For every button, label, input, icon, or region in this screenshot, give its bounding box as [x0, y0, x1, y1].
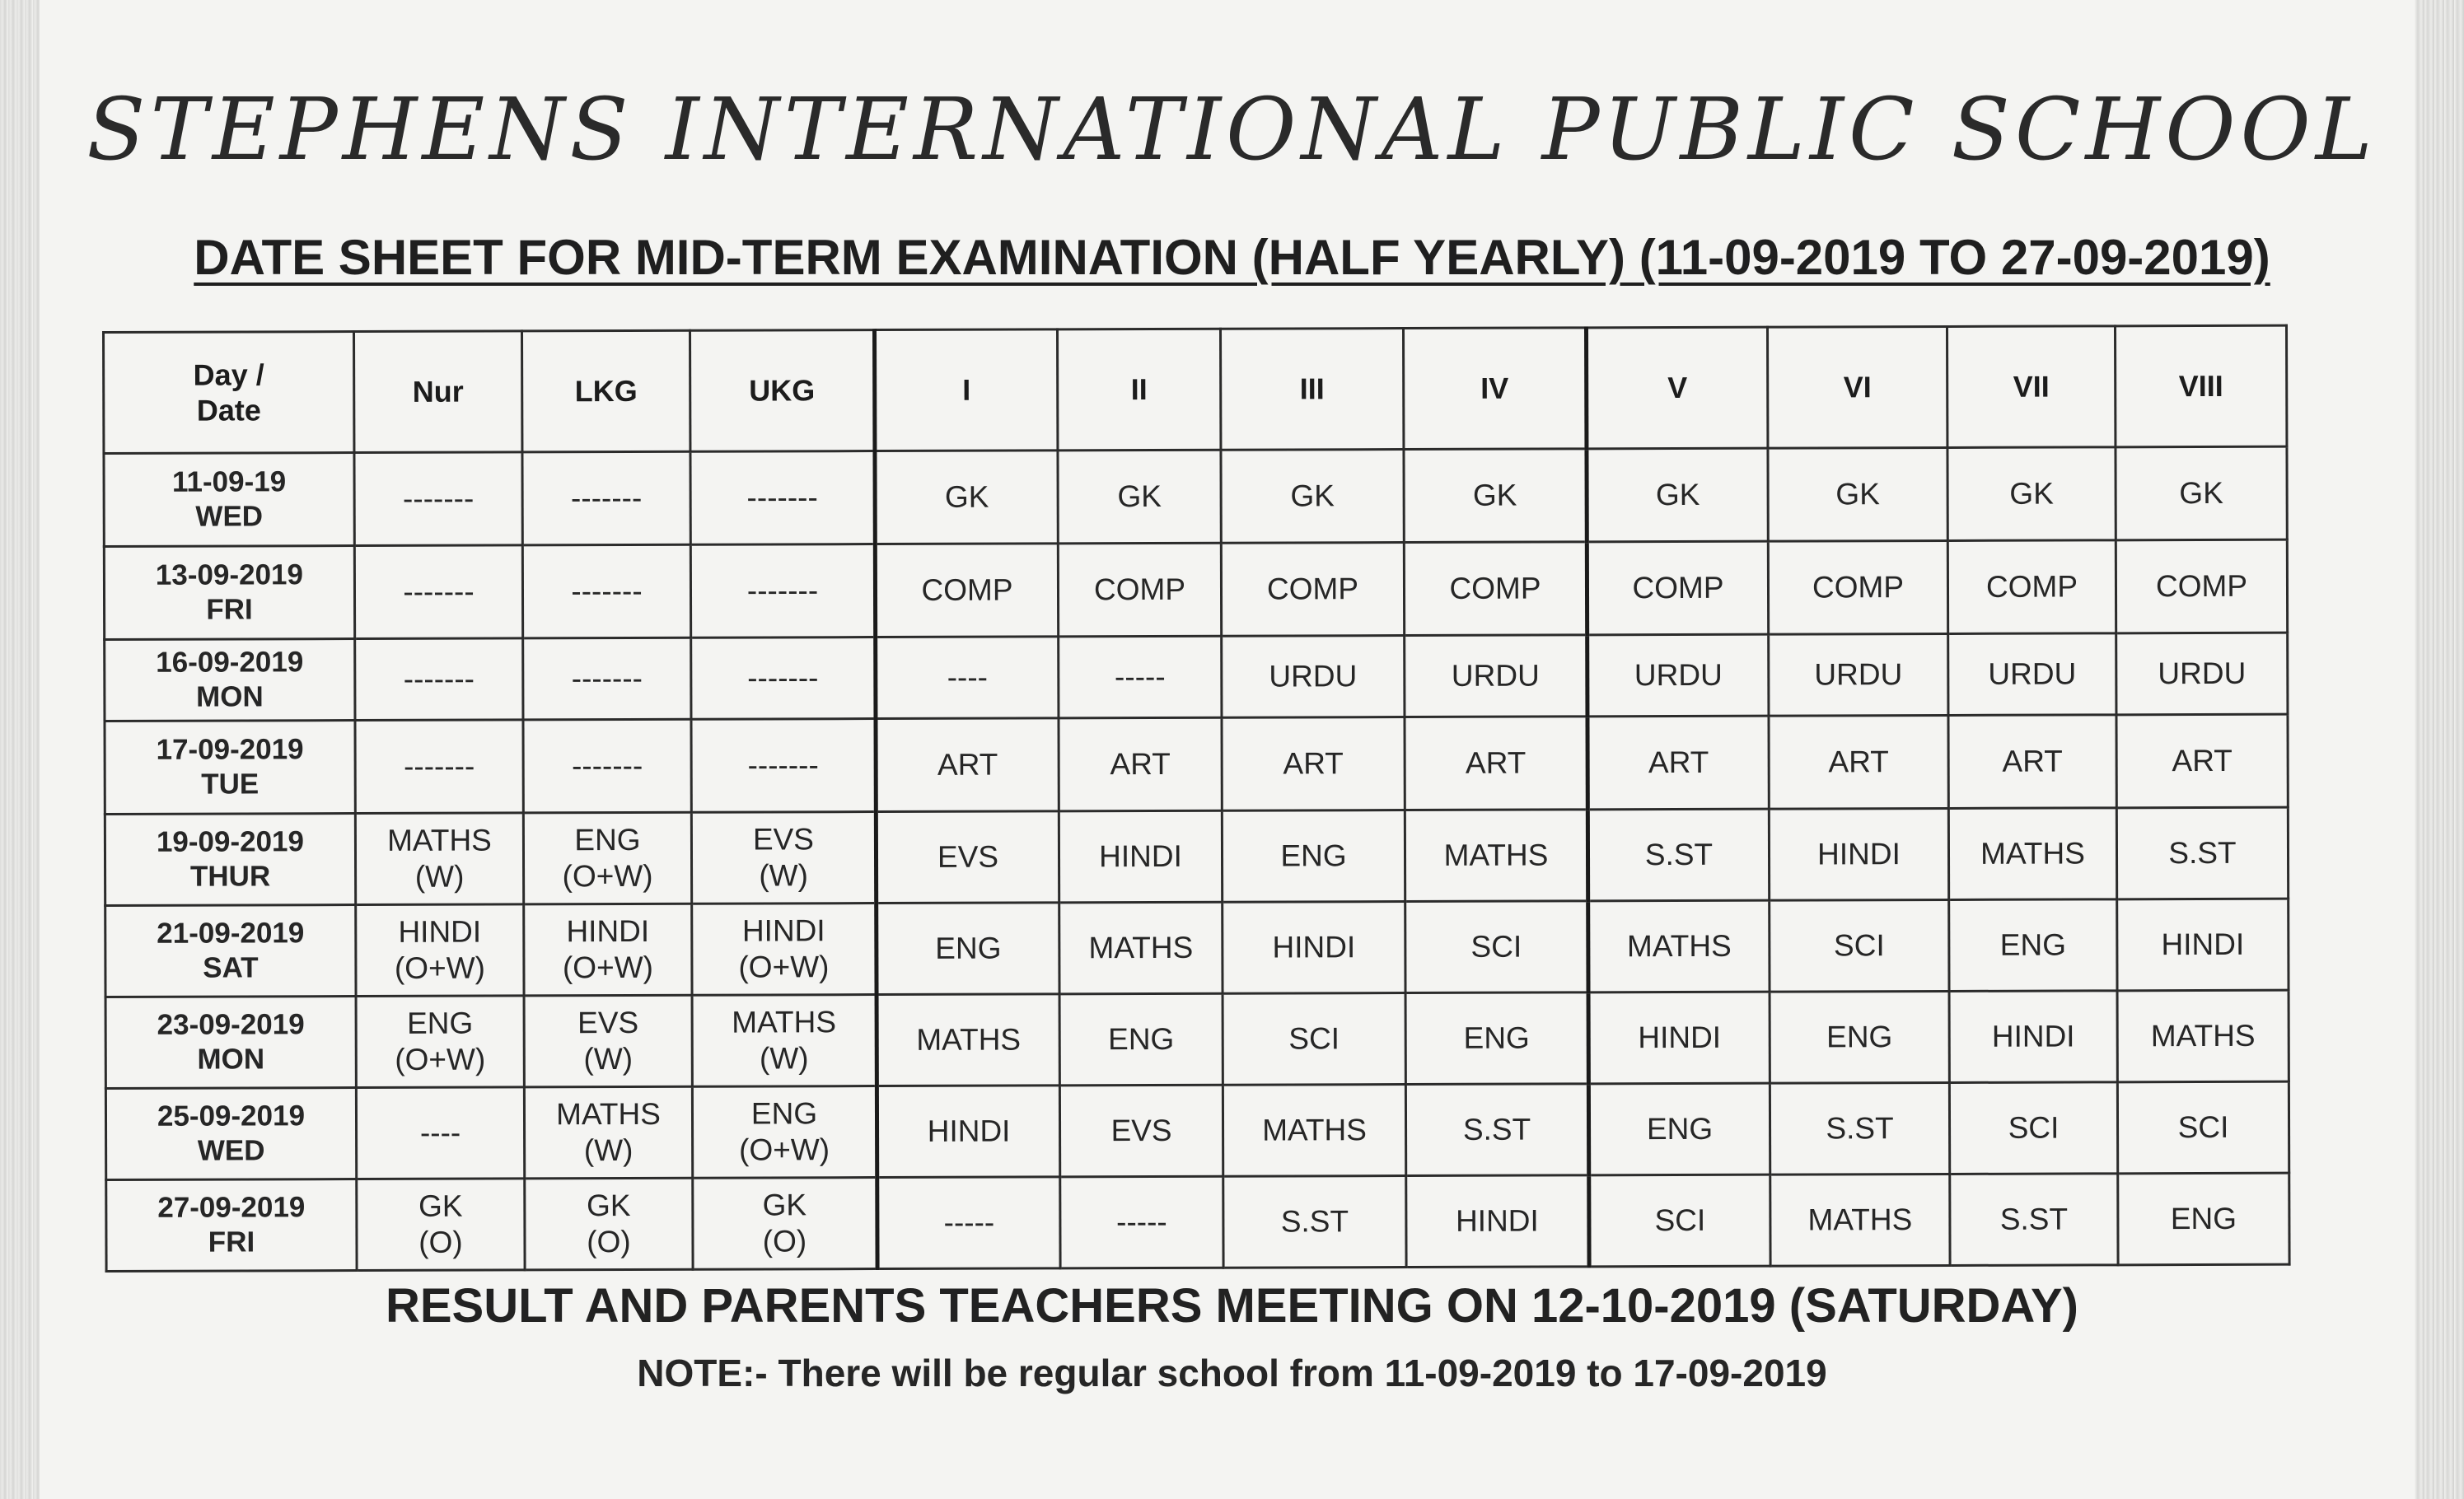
subject-cell: [1058, 450, 1221, 544]
subject-name: GK: [762, 1187, 807, 1222]
subject-name: MATHS: [1807, 1202, 1913, 1237]
exam-mode: (O+W): [739, 1132, 830, 1167]
subject-name: ----: [419, 1115, 461, 1150]
subject-cell: [2118, 1173, 2289, 1265]
subject-name: HINDI: [566, 913, 650, 948]
subject-cell: [1058, 543, 1221, 637]
column-header-class: LKG: [522, 330, 690, 452]
subject-cell: [693, 1178, 877, 1270]
subject-cell: [876, 637, 1059, 719]
column-header-class: VII: [1947, 326, 2115, 448]
subject-name: GK: [587, 1188, 631, 1222]
subject-cell: [355, 813, 523, 905]
subject-name: -------: [402, 481, 475, 516]
subject-name: ART: [1648, 745, 1709, 779]
subject-name: ART: [1283, 746, 1344, 781]
subject-cell: [355, 720, 523, 814]
subject-name: HINDI: [1638, 1020, 1722, 1054]
subject-cell: [1770, 1174, 1950, 1266]
subject-cell: [1405, 901, 1588, 993]
exam-day: MON: [197, 1043, 265, 1076]
column-header-class: VIII: [2115, 325, 2286, 447]
exam-mode: (O+W): [562, 858, 653, 894]
subject-cell: [356, 996, 524, 1088]
subject-cell: [356, 904, 524, 997]
subject-cell: [1948, 808, 2116, 900]
subject-cell: [1768, 447, 1947, 541]
subject-cell: [1404, 542, 1587, 636]
table-row: [105, 1081, 2289, 1179]
exam-day: WED: [195, 500, 264, 533]
subject-name: HINDI: [1272, 930, 1356, 964]
subject-name: URDU: [1988, 656, 2077, 691]
subject-cell: [1223, 902, 1405, 994]
subject-name: MATHS: [916, 1022, 1022, 1057]
subject-name: COMP: [1985, 569, 2078, 604]
subject-cell: [524, 904, 692, 996]
exam-title: [0, 229, 2464, 286]
subject-name: -------: [403, 661, 475, 696]
subject-cell: [1059, 1085, 1223, 1177]
subject-name: S.ST: [1462, 1112, 1531, 1146]
table-row: [106, 1173, 2289, 1271]
subject-name: GK: [1117, 479, 1162, 513]
subject-cell: [1769, 715, 1948, 809]
subject-name: MATHS: [1443, 838, 1549, 872]
subject-name: -------: [747, 661, 819, 695]
subject-cell: [1221, 450, 1404, 544]
exam-mode: (O+W): [562, 950, 653, 985]
subject-cell: [1406, 1175, 1589, 1268]
subject-name: -------: [403, 574, 475, 609]
subject-name: GK: [1835, 477, 1880, 511]
subject-name: COMP: [1812, 569, 1905, 605]
subject-name: URDU: [1814, 656, 1903, 692]
date-cell: [105, 1088, 356, 1180]
date-cell: [104, 453, 354, 547]
subject-name: GK: [2009, 476, 2054, 511]
subject-cell: [692, 904, 877, 996]
date-cell: [105, 639, 355, 721]
date-cell: [105, 814, 355, 906]
date-cell: [104, 546, 354, 640]
subject-name: -----: [943, 1205, 995, 1240]
subject-cell: [1404, 449, 1587, 543]
subject-name: -------: [746, 480, 818, 515]
subject-cell: [1405, 1084, 1588, 1176]
subject-name: MATHS: [386, 823, 492, 857]
exam-mode: (O): [762, 1224, 807, 1259]
subject-name: EVS: [752, 821, 815, 857]
subject-name: ENG: [1463, 1020, 1530, 1055]
subject-cell: [691, 637, 876, 720]
subject-name: MATHS: [1980, 836, 2085, 871]
subject-name: MATHS: [1626, 928, 1732, 963]
table-body: [104, 446, 2289, 1271]
subject-name: HINDI: [927, 1114, 1011, 1148]
exam-mode: (W): [583, 1041, 634, 1076]
subject-name: SCI: [1470, 929, 1522, 964]
table-row: [105, 714, 2288, 814]
subject-name: GK: [2179, 475, 2223, 510]
subject-name: EVS: [1110, 1113, 1172, 1147]
subject-name: MATHS: [2150, 1018, 2256, 1053]
subject-cell: [877, 994, 1059, 1086]
subject-name: ENG: [1108, 1021, 1175, 1056]
subject-cell: [1405, 717, 1587, 810]
subject-cell: [1223, 1176, 1406, 1268]
subject-cell: [524, 1086, 692, 1179]
regular-school-note: NOTE:- There will be regular school from 11-09-2019 to 17-09-2019: [637, 1352, 1827, 1394]
subject-name: -------: [570, 480, 643, 516]
subject-cell: [523, 812, 691, 904]
subject-cell: [354, 452, 522, 546]
subject-cell: [1405, 810, 1587, 902]
exam-date: 23-09-2019: [157, 1008, 305, 1041]
subject-name: GK: [1290, 479, 1335, 513]
subject-cell: [2116, 807, 2288, 899]
table-row: [105, 807, 2288, 905]
subject-cell: [354, 545, 522, 639]
exam-day: FRI: [206, 593, 253, 626]
subject-name: GK: [1472, 478, 1517, 512]
subject-cell: [1059, 717, 1222, 811]
exam-day: THUR: [189, 860, 271, 893]
exam-mode: (O): [587, 1224, 631, 1259]
subject-name: HINDI: [1817, 836, 1901, 871]
subject-name: COMP: [1266, 572, 1359, 606]
date-cell: [105, 721, 355, 815]
column-header-class: UKG: [690, 330, 875, 452]
school-name: STEPHENS INTERNATIONAL PUBLIC SCHOOL: [86, 79, 2378, 180]
subject-name: ENG: [1999, 927, 2067, 962]
table-header-row: [104, 325, 2287, 453]
subject-name: ENG: [750, 1095, 818, 1131]
subject-cell: [2117, 1081, 2289, 1174]
subject-cell: [690, 544, 875, 638]
exam-day: MON: [196, 680, 264, 713]
subject-cell: [1770, 991, 1949, 1083]
subject-cell: [876, 811, 1059, 904]
subject-name: COMP: [1449, 571, 1541, 605]
subject-cell: [1059, 993, 1223, 1086]
subject-name: SCI: [2008, 1110, 2060, 1145]
subject-name: ART: [1110, 746, 1171, 781]
subject-name: COMP: [921, 572, 1013, 607]
subject-cell: [524, 995, 692, 1087]
subject-name: S.ST: [1280, 1204, 1349, 1239]
subject-name: URDU: [1269, 659, 1358, 693]
subject-name: EVS: [577, 1005, 639, 1039]
subject-name: ENG: [406, 1006, 474, 1040]
subject-cell: [875, 544, 1058, 637]
exam-day: WED: [197, 1134, 265, 1167]
subject-name: EVS: [937, 839, 999, 874]
subject-cell: [877, 1086, 1059, 1178]
subject-name: ENG: [1646, 1111, 1714, 1146]
subject-cell: [2116, 633, 2288, 715]
exam-date: 16-09-2019: [156, 646, 304, 679]
subject-name: HINDI: [398, 914, 482, 949]
subject-cell: [1060, 1176, 1223, 1268]
subject-name: -------: [747, 748, 819, 782]
subject-cell: [877, 1177, 1060, 1269]
exam-mode: (O): [418, 1225, 463, 1259]
subject-name: COMP: [2155, 568, 2248, 603]
subject-name: GK: [1655, 477, 1700, 511]
subject-cell: [1769, 633, 1948, 716]
subject-cell: [2117, 990, 2289, 1082]
subject-cell: [355, 638, 523, 721]
subject-cell: [522, 451, 690, 545]
subject-cell: [1588, 992, 1770, 1084]
exam-day: SAT: [203, 951, 259, 984]
exam-mode: (W): [759, 858, 808, 893]
subject-cell: [523, 637, 691, 720]
subject-name: GK: [418, 1188, 463, 1223]
subject-name: URDU: [2158, 656, 2247, 690]
subject-name: COMP: [1632, 570, 1724, 605]
subject-cell: [1949, 1082, 2117, 1174]
subject-cell: [1405, 992, 1588, 1085]
subject-cell: [1587, 809, 1769, 901]
scan-edge-left: [0, 0, 40, 1499]
subject-name: ART: [2002, 744, 2063, 778]
subject-cell: [1221, 543, 1404, 637]
subject-cell: [1947, 540, 2116, 634]
subject-name: -----: [1116, 1204, 1167, 1239]
subject-cell: [1947, 447, 2116, 541]
subject-cell: [1588, 1083, 1770, 1175]
subject-name: -------: [571, 748, 643, 783]
exam-date: 21-09-2019: [157, 917, 305, 950]
subject-cell: [523, 719, 691, 813]
subject-cell: [522, 544, 690, 638]
table-row: [105, 899, 2289, 997]
subject-cell: [1950, 1174, 2118, 1266]
subject-name: ART: [1828, 744, 1889, 779]
exam-mode: (O+W): [394, 950, 485, 985]
subject-cell: [1949, 991, 2117, 1083]
subject-cell: [357, 1179, 525, 1271]
subject-cell: [691, 719, 876, 813]
subject-cell: [1770, 1082, 1949, 1174]
subject-name: ENG: [1280, 838, 1347, 873]
subject-name: MATHS: [1088, 930, 1194, 965]
table-row: [105, 990, 2289, 1088]
date-cell: [105, 905, 356, 997]
subject-cell: [2117, 899, 2289, 991]
subject-name: ART: [2172, 743, 2233, 778]
subject-cell: [1948, 715, 2116, 809]
subject-name: ----: [947, 660, 989, 694]
subject-cell: [2116, 446, 2287, 540]
exam-day: TUE: [201, 768, 259, 801]
subject-name: S.ST: [2168, 835, 2237, 870]
subject-cell: [1587, 448, 1768, 542]
exam-mode: (W): [583, 1132, 634, 1168]
exam-mode: (O+W): [395, 1042, 486, 1076]
column-header-day-date: Day / Date: [104, 332, 354, 454]
subject-name: S.ST: [1999, 1202, 2069, 1236]
exam-date: 27-09-2019: [157, 1191, 306, 1224]
subject-name: ENG: [1826, 1019, 1893, 1054]
subject-name: COMP: [1093, 572, 1186, 607]
subject-name: GK: [944, 479, 989, 514]
subject-name: SCI: [1288, 1021, 1340, 1056]
subject-name: URDU: [1451, 658, 1540, 693]
subject-cell: [1405, 635, 1587, 717]
exam-mode: (W): [759, 1041, 809, 1076]
exam-date: 17-09-2019: [156, 733, 304, 766]
subject-cell: [1769, 808, 1948, 900]
subject-cell: [875, 451, 1058, 544]
subject-name: ART: [1465, 745, 1527, 780]
exam-date: 11-09-19: [171, 465, 287, 498]
column-header-class: III: [1220, 329, 1403, 451]
subject-cell: [1059, 810, 1222, 903]
subject-cell: [1587, 541, 1768, 635]
subject-name: S.ST: [1644, 837, 1714, 871]
subject-name: HINDI: [1455, 1203, 1539, 1238]
subject-cell: [692, 1086, 877, 1179]
column-header-class: V: [1586, 327, 1767, 449]
subject-cell: [1059, 636, 1222, 718]
subject-name: URDU: [1634, 657, 1723, 692]
subject-name: -------: [571, 573, 643, 609]
subject-name: SCI: [1654, 1202, 1706, 1237]
exam-date: 25-09-2019: [157, 1100, 306, 1132]
subject-cell: [1587, 716, 1769, 810]
subject-name: HINDI: [1991, 1019, 2075, 1053]
subject-cell: [1059, 902, 1223, 994]
subject-cell: [356, 1087, 524, 1179]
subject-cell: [877, 903, 1059, 995]
subject-name: -------: [403, 749, 475, 783]
subject-name: SCI: [2177, 1109, 2229, 1144]
subject-cell: [692, 995, 877, 1087]
table-row: [105, 633, 2288, 721]
subject-cell: [1589, 1174, 1770, 1267]
subject-name: ENG: [574, 822, 641, 857]
exam-date: 19-09-2019: [156, 825, 305, 858]
table-row: [104, 539, 2287, 639]
subject-cell: [2116, 714, 2288, 808]
subject-cell: [1588, 900, 1770, 992]
subject-cell: [1222, 636, 1405, 718]
exam-title-text: DATE SHEET FOR MID-TERM EXAMINATION (HALF YEARLY) (11-09-2019 TO 27-09-2019): [194, 230, 2270, 285]
subject-name: MATHS: [556, 1096, 661, 1131]
scan-edge-right: [2415, 0, 2464, 1499]
subject-name: SCI: [1833, 928, 1885, 963]
exam-mode: (W): [414, 859, 465, 894]
column-header-class: VI: [1767, 326, 1947, 448]
subject-name: HINDI: [1099, 838, 1182, 873]
subject-name: MATHS: [732, 1004, 837, 1039]
column-header-class: I: [875, 329, 1058, 451]
exam-day: FRI: [208, 1226, 255, 1259]
subject-name: ENG: [935, 931, 1002, 965]
subject-cell: [1222, 810, 1405, 903]
exam-mode: (O+W): [738, 950, 830, 984]
subject-cell: [876, 718, 1059, 812]
subject-name: S.ST: [1826, 1110, 1894, 1146]
subject-cell: [1949, 899, 2117, 992]
subject-name: -----: [1114, 659, 1166, 693]
subject-name: ART: [937, 747, 998, 782]
subject-cell: [2116, 539, 2287, 633]
subject-cell: [1948, 633, 2116, 716]
subject-cell: [1587, 634, 1769, 717]
subject-name: -------: [746, 573, 819, 608]
subject-cell: [1222, 717, 1405, 811]
subject-cell: [1223, 993, 1405, 1086]
subject-name: HINDI: [2161, 927, 2245, 961]
date-cell: [106, 1179, 357, 1272]
subject-name: -------: [571, 661, 643, 696]
subject-cell: [1770, 899, 1949, 992]
result-meeting-notice: RESULT AND PARENTS TEACHERS MEETING ON 12-10-2019 (SATURDAY): [385, 1279, 2078, 1333]
subject-name: HINDI: [741, 913, 825, 948]
column-header-class: Nur: [354, 331, 522, 453]
subject-name: MATHS: [1262, 1112, 1367, 1147]
subject-cell: [525, 1178, 693, 1270]
subject-cell: [691, 812, 876, 904]
subject-cell: [690, 451, 875, 545]
column-header-class: II: [1057, 329, 1220, 451]
table-row: [104, 446, 2287, 546]
subject-name: ENG: [2170, 1201, 2237, 1235]
date-cell: [105, 997, 356, 1089]
exam-date: 13-09-2019: [155, 558, 304, 591]
subject-cell: [1768, 540, 1947, 634]
column-header-class: IV: [1403, 328, 1586, 450]
date-sheet-table: [102, 325, 2291, 1273]
subject-cell: [1223, 1085, 1405, 1177]
